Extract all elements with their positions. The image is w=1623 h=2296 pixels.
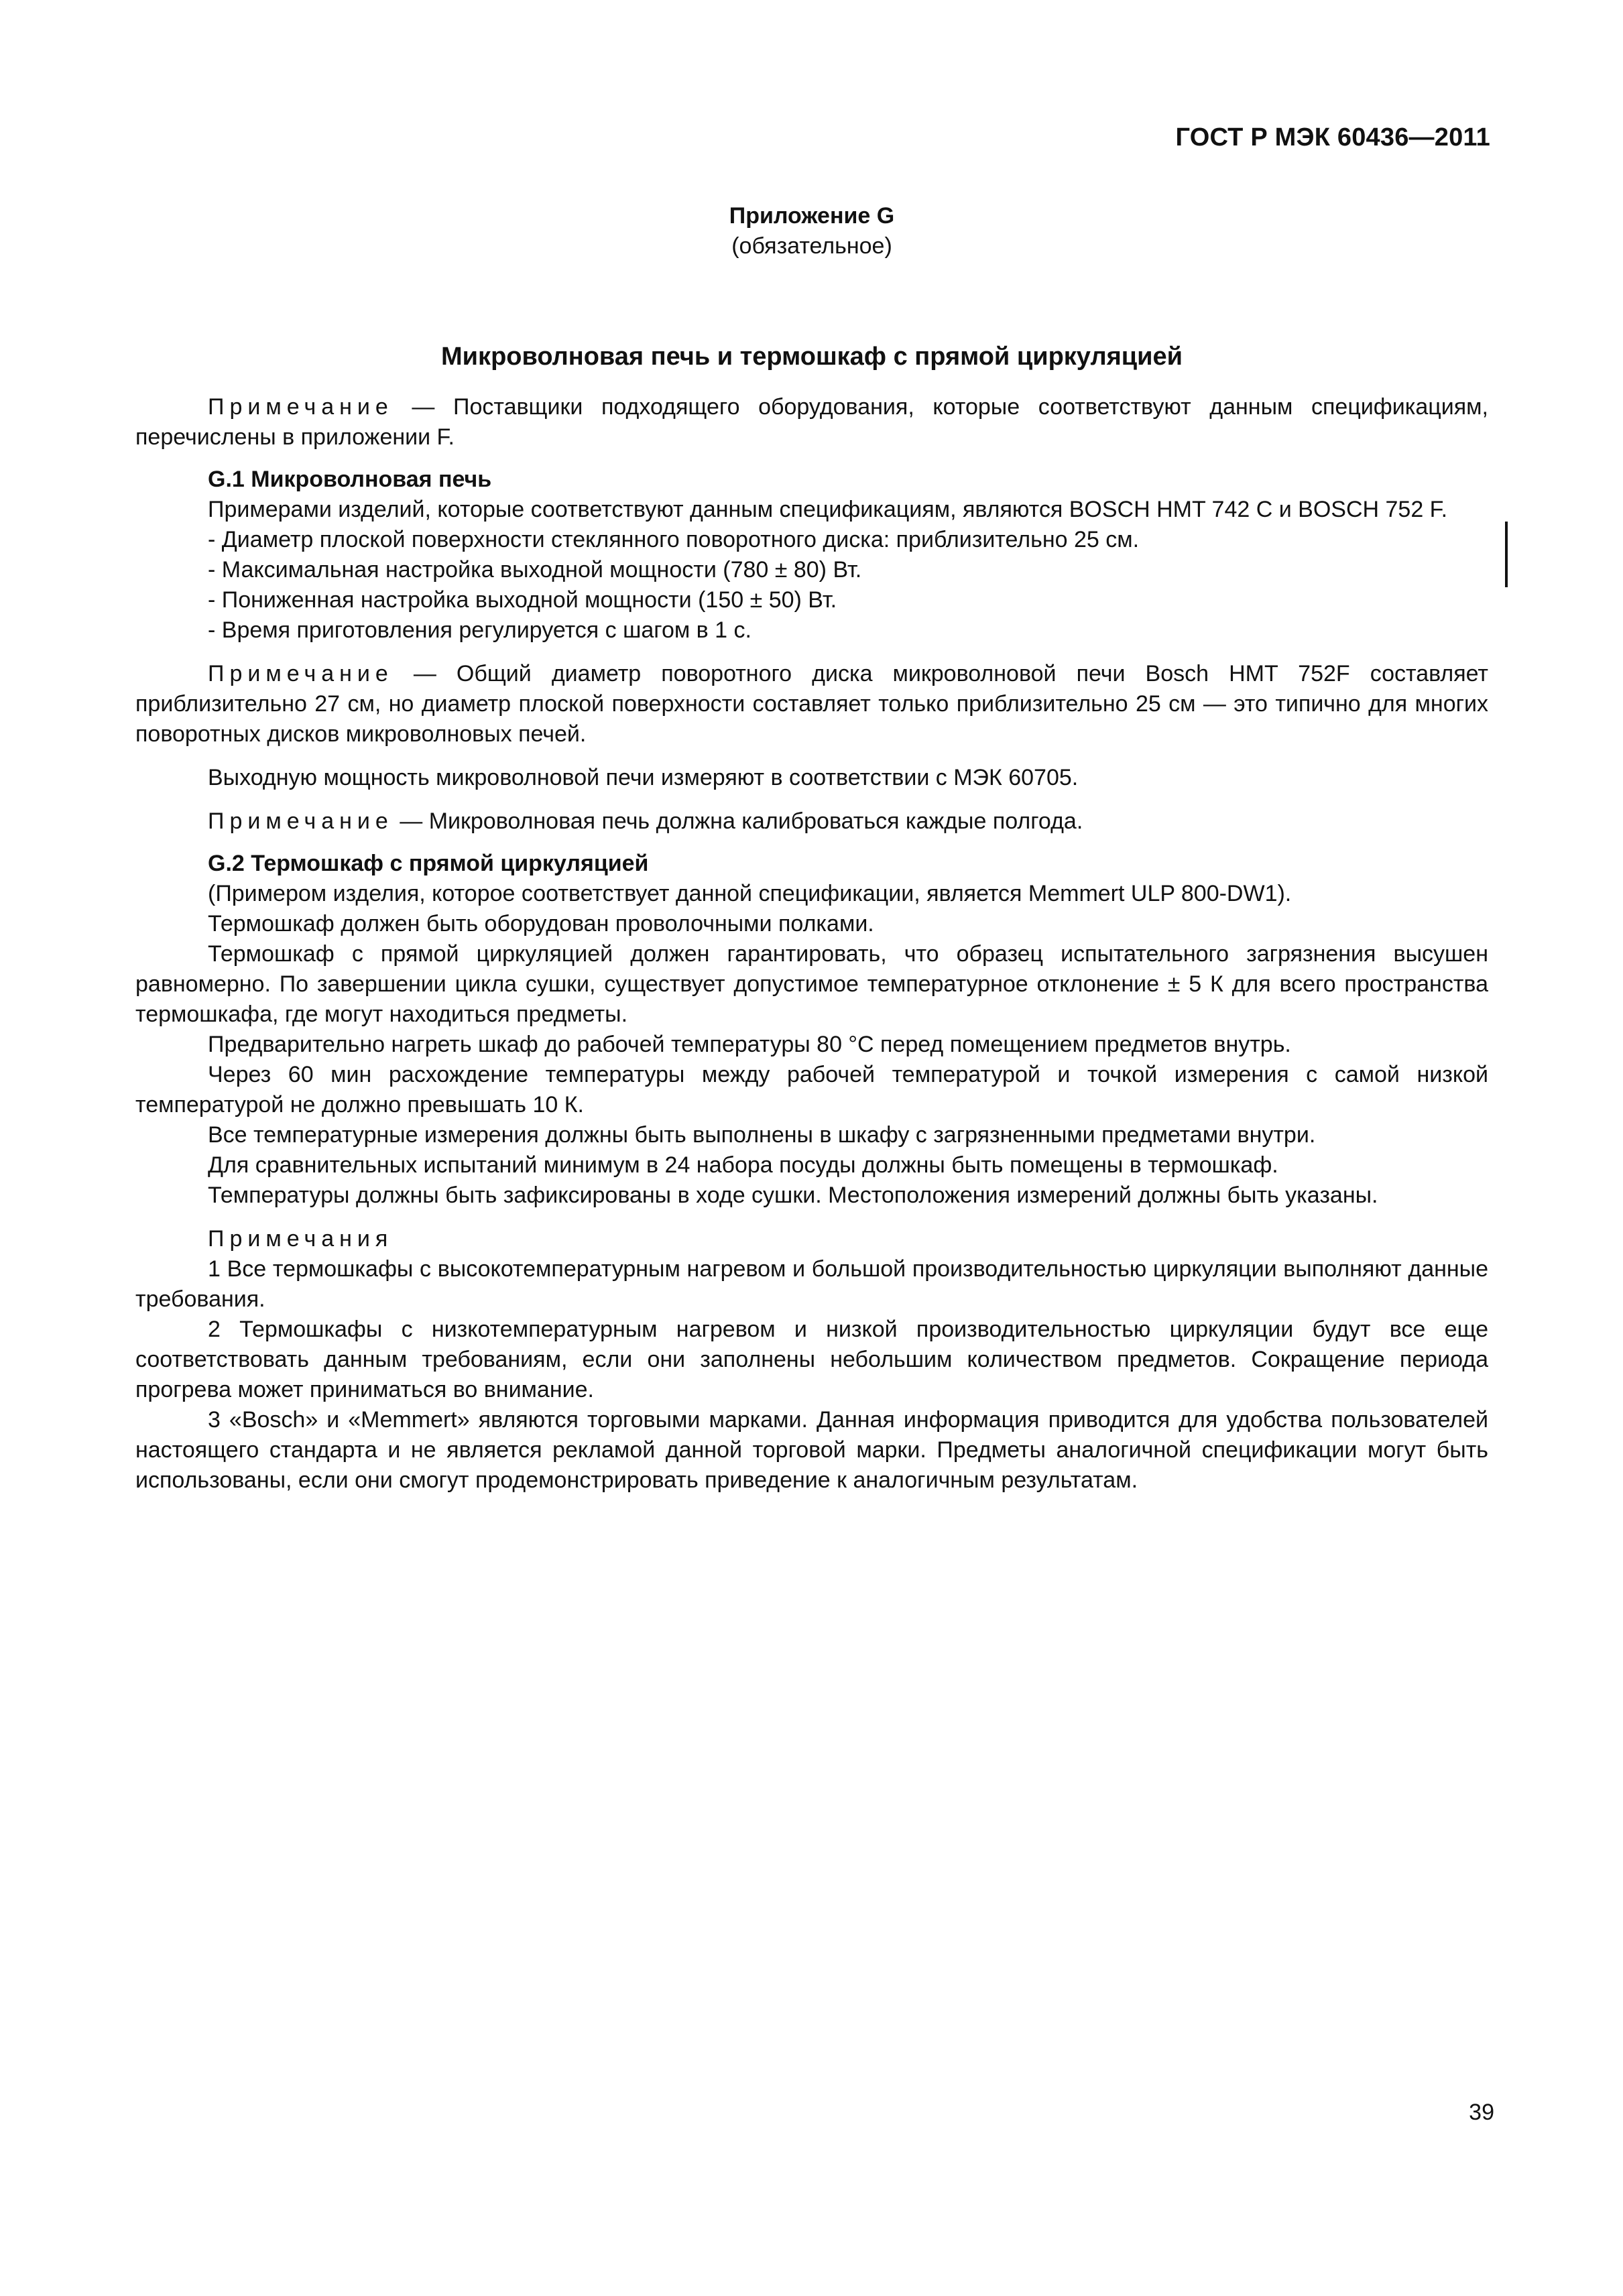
note-3-text: — Микроволновая печь должна калиброваться каждые полгода. — [393, 808, 1083, 834]
section-g2-paragraph: Температуры должны быть зафиксированы в ходе сушки. Местоположения измерений должны быть указаны. — [208, 1183, 1378, 1208]
note-2-text: — Общий диаметр поворотного диска микроволновой печи Bosch HMT 752F составляет приблизительно 27 см, но диаметр плоской поверхности составляет только приблизительно 25 см — это типично для многих поворотных дисков микроволновых печей. — [135, 661, 1488, 747]
document-title: Микроволновая печь и термошкаф с прямой циркуляцией — [441, 343, 1183, 371]
notes-label — [135, 1224, 1488, 1254]
page-content — [135, 201, 1488, 1496]
note-2-label: Примечание — [208, 661, 394, 686]
spec-item: - Время приготовления регулируется с шагом в 1 с. — [208, 617, 752, 643]
section-g2-paragraph: Для сравнительных испытаний минимум в 24 набора посуды должны быть помещены в термошкаф. — [208, 1152, 1278, 1178]
section-g2-heading: G.2 Термошкаф с прямой циркуляцией — [208, 851, 649, 876]
note-1-label: Примечание — [208, 394, 394, 420]
section-g2-paragraph: (Примером изделия, которое соответствует данной спецификации, является Memmert ULP 800-DW1). — [208, 881, 1292, 906]
appendix-title: Приложение G — [729, 203, 895, 229]
note-item: 2 Термошкафы с низкотемпературным нагревом и низкой производительностью циркуляции будут все еще соответствовать данным требованиям, если они заполнены небольшим количеством предметов. Сокращение периода прогрева может приниматься во внимание. — [135, 1317, 1488, 1402]
note-3-label: Примечание — [208, 808, 394, 834]
spec-item: - Пониженная настройка выходной мощности (150 ± 50) Вт. — [208, 587, 837, 613]
note-item: 3 «Bosch» и «Memmert» являются торговыми марками. Данная информация приводится для удобства пользователей настоящего стандарта и не является рекламой данной торговой марки. Предметы аналогичной спецификации могут быть использованы, если они смогут продемонстрировать приведение к аналогичным результатам. — [135, 1407, 1488, 1493]
appendix-subtitle: (обязательное) — [731, 233, 892, 259]
section-g2-paragraph: Термошкаф должен быть оборудован проволочными полками. — [208, 911, 874, 936]
standard-code: ГОСТ Р МЭК 60436—2011 — [1175, 123, 1490, 152]
note-item: 1 Все термошкафы с высокотемпературным нагревом и большой производительностью циркуляции выполняют данные требования. — [135, 1256, 1488, 1312]
section-g2-paragraph: Через 60 мин расхождение температуры между рабочей температурой и точкой измерения с самой низкой температурой не должно превышать 10 К. — [135, 1062, 1488, 1117]
section-g1-heading: G.1 Микроволновая печь — [208, 467, 492, 492]
section-g2-paragraph: Термошкаф с прямой циркуляцией должен гарантировать, что образец испытательного загрязнения высушен равномерно. По завершении цикла сушки, существует допустимое температурное отклонение ± 5 К для всего пространства термошкафа, где могут находиться предметы. — [135, 941, 1488, 1027]
note-2 — [135, 659, 1488, 749]
notes-label-text: Примечания — [208, 1226, 394, 1252]
note-1 — [135, 392, 1488, 452]
change-bar — [1505, 522, 1508, 587]
spec-item: - Диаметр плоской поверхности стеклянного поворотного диска: приблизительно 25 см. — [208, 527, 1140, 552]
note-3 — [135, 806, 1488, 837]
note-1-text: — Поставщики подходящего оборудования, которые соответствуют данным спецификациям, перечислены в приложении F. — [135, 394, 1488, 450]
power-measurement-text: Выходную мощность микроволновой печи измеряют в соответствии с МЭК 60705. — [208, 765, 1079, 790]
section-g2-paragraph: Предварительно нагреть шкаф до рабочей температуры 80 °С перед помещением предметов внутрь. — [208, 1032, 1291, 1057]
spec-item: - Максимальная настройка выходной мощности (780 ± 80) Вт. — [208, 557, 862, 583]
section-g1-intro: Примерами изделий, которые соответствуют данным спецификациям, являются BOSCH HMT 742 C и BOSCH 752 F. — [208, 497, 1448, 522]
section-g2-paragraph: Все температурные измерения должны быть выполнены в шкафу с загрязненными предметами внутри. — [208, 1122, 1316, 1148]
page-number: 39 — [1469, 2100, 1494, 2125]
